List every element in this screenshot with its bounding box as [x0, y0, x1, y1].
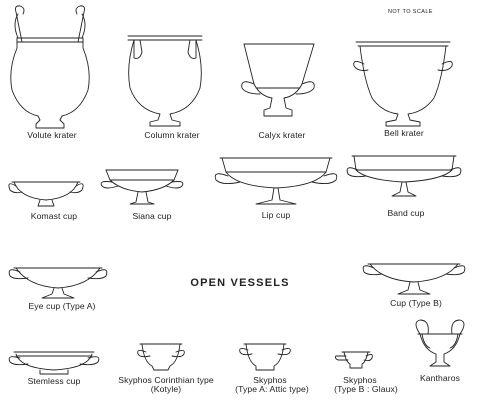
- kantharos-drawing: [416, 320, 464, 366]
- skyphos-corinthian-drawing: [138, 344, 185, 370]
- label-siana-cup: Siana cup: [132, 211, 172, 221]
- lip-cup-drawing: [215, 158, 337, 204]
- label-lip-cup: Lip cup: [261, 210, 291, 220]
- label-komast-cup: Komast cup: [30, 211, 78, 221]
- eye-cup-drawing: [9, 268, 107, 298]
- open-vessels-heading: OPEN VESSELS: [190, 277, 290, 289]
- komast-cup-drawing: [9, 182, 83, 206]
- skyphos-glaux-drawing: [335, 352, 372, 368]
- label-calyx-krater: Calyx krater: [258, 130, 306, 140]
- label-skyphos-glaux: Skyphos: [343, 375, 377, 385]
- not-to-scale-note: NOT TO SCALE: [388, 9, 433, 15]
- cup-type-b-drawing: [363, 264, 465, 294]
- label-bell-krater: Bell krater: [384, 128, 424, 138]
- band-cup-drawing: [347, 156, 461, 196]
- label-stemless-cup: Stemless cup: [27, 376, 81, 386]
- stemless-cup-drawing: [9, 352, 99, 374]
- label-volute-krater: Volute krater: [27, 130, 77, 140]
- label-skyphos-corinthian: Skyphos Corinthian type: [118, 375, 214, 385]
- label-skyphos-corinthian-sub: (Kotyle): [150, 384, 182, 394]
- bell-krater-drawing: [354, 42, 453, 126]
- label-skyphos-attic-sub: (Type A: Attic type): [235, 384, 309, 394]
- volute-krater-drawing: [11, 6, 89, 128]
- skyphos-attic-drawing: [240, 344, 291, 370]
- siana-cup-drawing: [101, 170, 183, 204]
- label-skyphos-glaux-sub: (Type B : Glaux): [334, 384, 398, 394]
- column-krater-drawing: [128, 36, 202, 126]
- label-cup-type-b: Cup (Type B): [390, 298, 442, 308]
- label-eye-cup: Eye cup (Type A): [28, 301, 96, 311]
- label-column-krater: Column krater: [144, 130, 200, 140]
- label-skyphos-attic: Skyphos: [253, 375, 287, 385]
- label-kantharos: Kantharos: [419, 373, 461, 383]
- label-band-cup: Band cup: [387, 208, 425, 218]
- calyx-krater-drawing: [242, 44, 315, 116]
